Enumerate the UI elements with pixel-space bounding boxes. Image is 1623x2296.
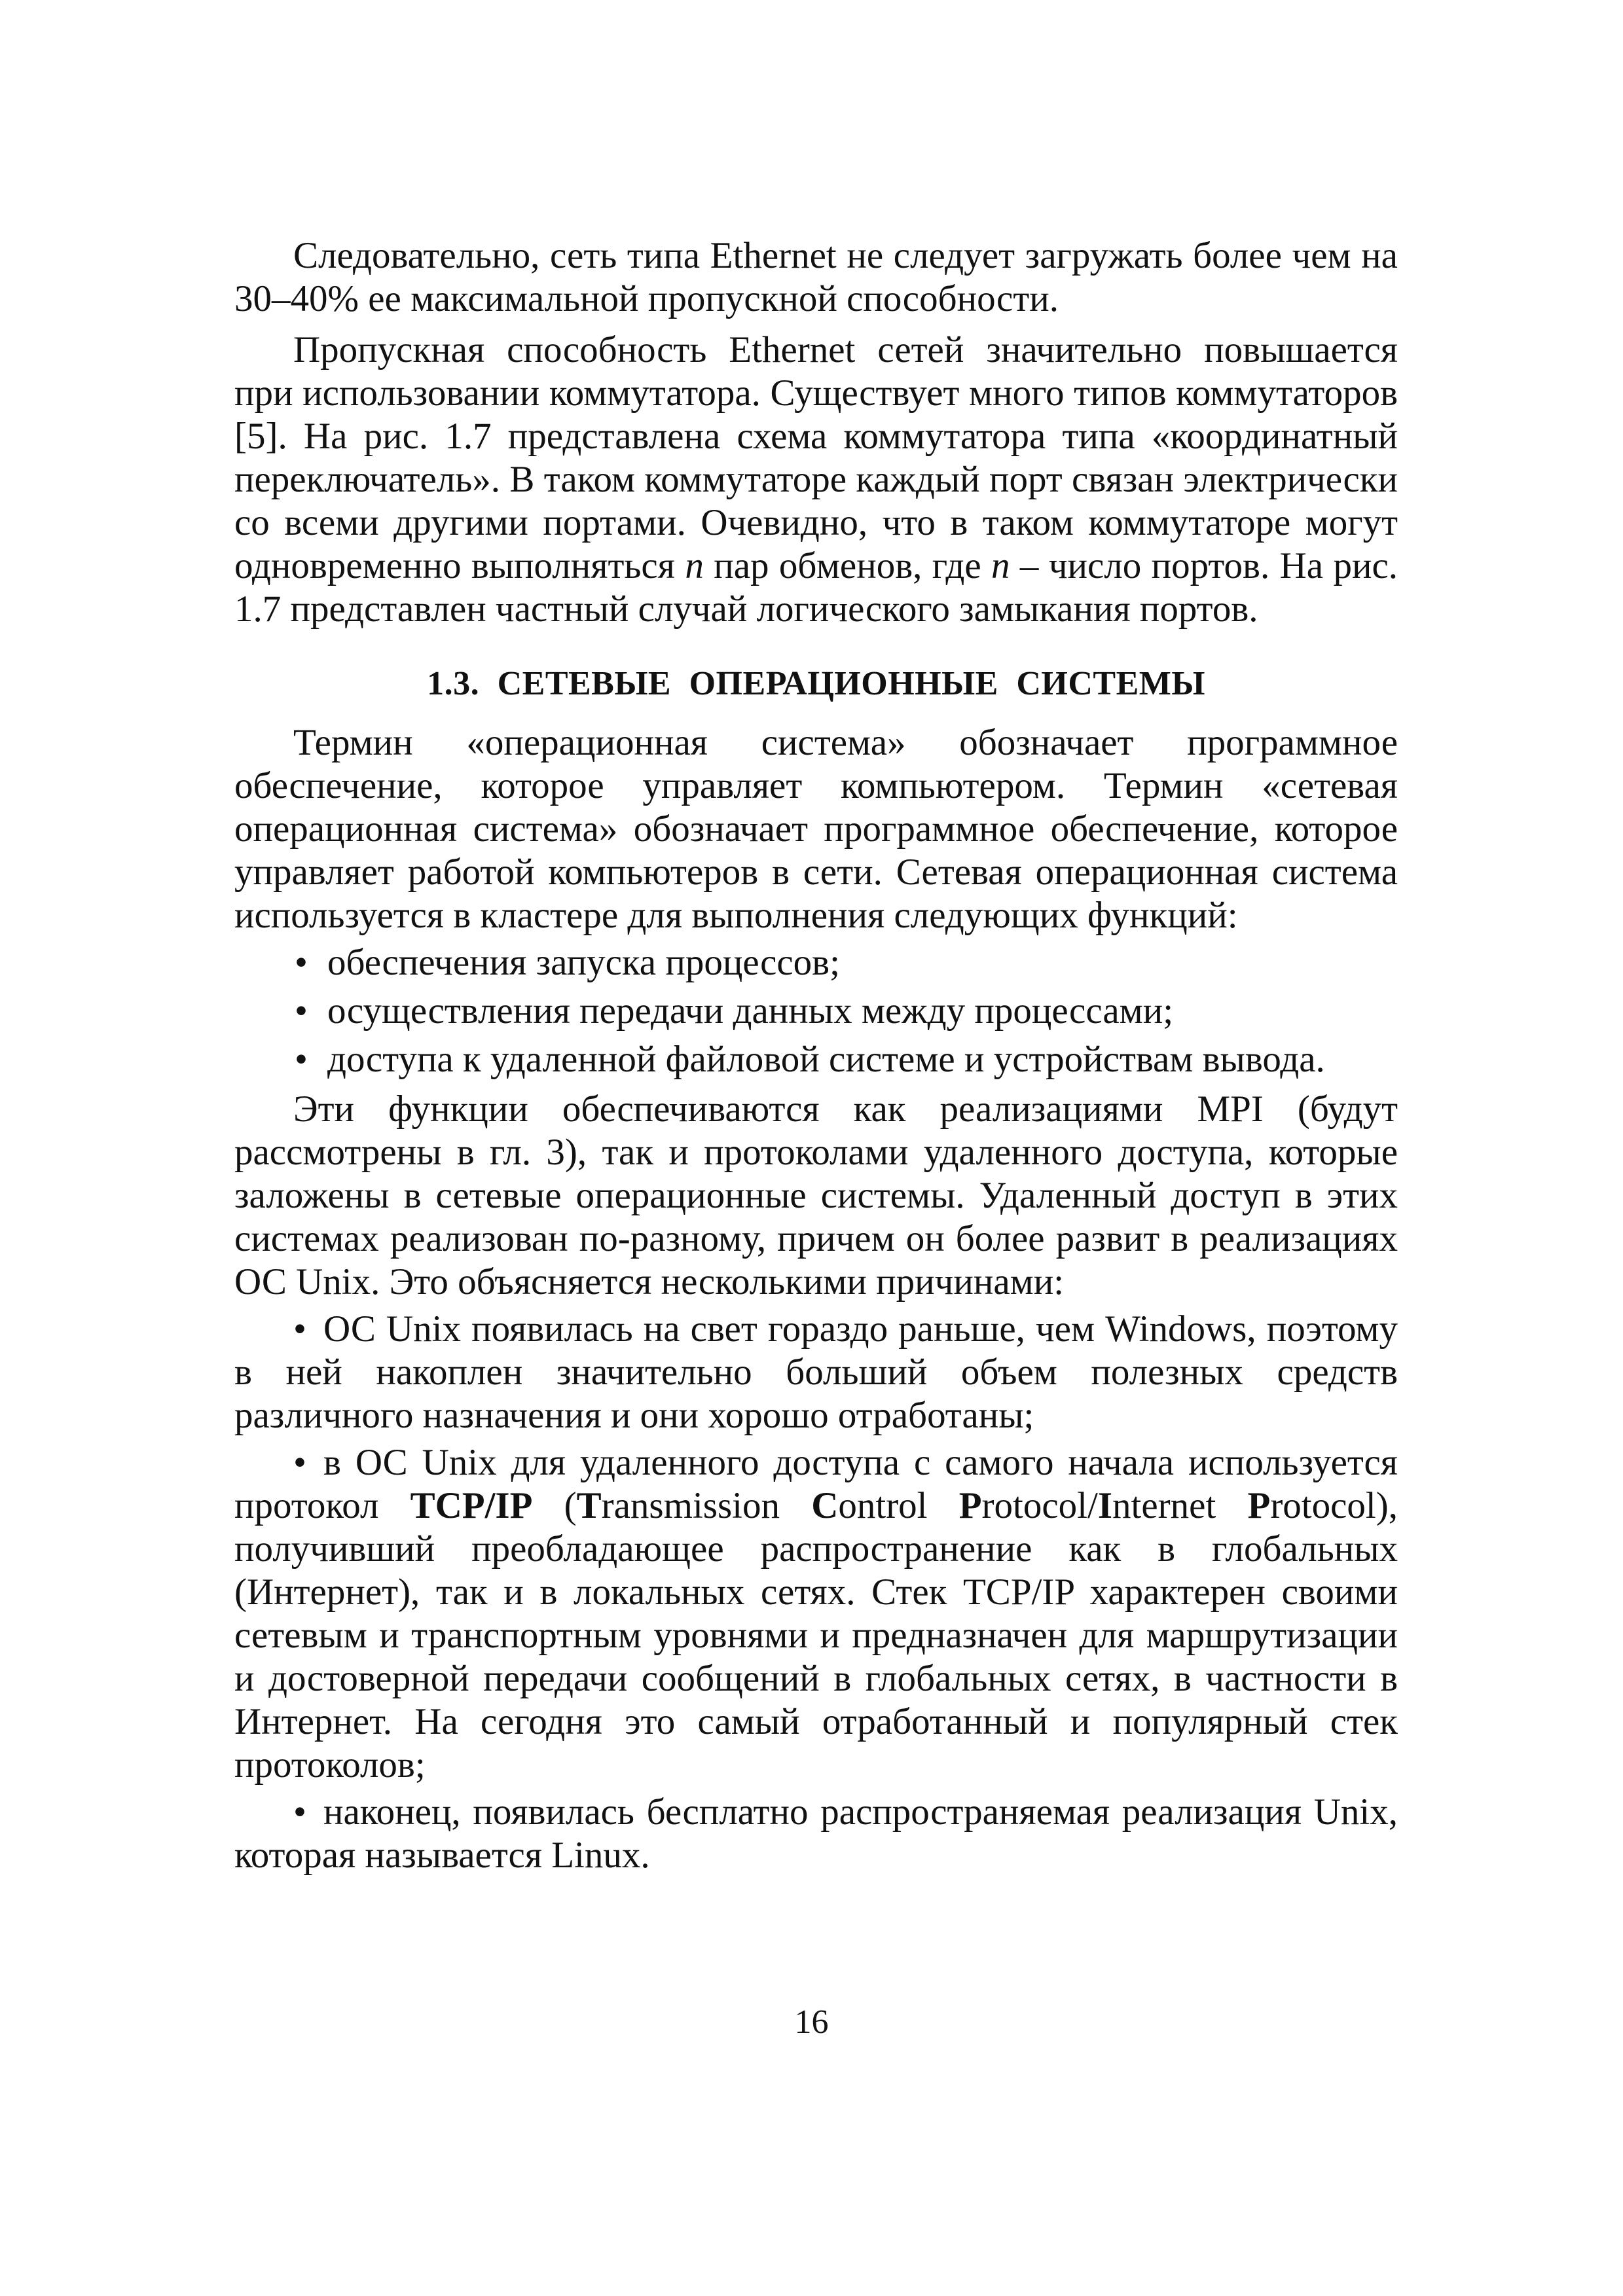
reason-unix-older <box>234 1308 1398 1437</box>
acronym-rest: rotocol/ <box>981 1485 1098 1526</box>
page-number: 16 <box>794 2003 829 2041</box>
bullet-icon: • <box>295 990 308 1031</box>
bullet-icon: • <box>293 1308 306 1350</box>
acronym-rest: ransmission <box>601 1485 812 1526</box>
list-item <box>234 990 1398 1033</box>
section-heading: 1.3. СЕТЕВЫЕ ОПЕРАЦИОННЫЕ СИСТЕМЫ <box>427 665 1205 702</box>
function-list <box>234 941 1398 1081</box>
paragraph-switch-end: – число портов. На рис. 1.7 представлен частный случай логического замыкания портов. <box>234 545 1398 630</box>
paragraph-ethernet-load: Следовательно, сеть типа Ethernet не следует загружать более чем на 30–40% ее максимальной пропускной способности. <box>234 235 1398 319</box>
paragraph-switch-text: Пропускная способность Ethernet сетей значительно повышается при использовании коммутатора. Существует много типов коммутаторов [5]. На рис. 1.7 представлена схема коммутатора типа «координатный переключатель». В таком коммутаторе каждый порт связан электрически со всеми другими портами. Очевидно, что в таком коммутаторе могут одновременно выполняться <box>234 329 1398 586</box>
reason-tcp-ip <box>234 1441 1398 1787</box>
list-item-text: осуществления передачи данных между процессами; <box>327 990 1174 1031</box>
paragraph-switch-throughput <box>234 329 1398 631</box>
acronym-letter: P <box>958 1485 982 1526</box>
term-tcp-ip: TCP/IP <box>410 1485 533 1526</box>
acronym-rest: nternet <box>1112 1485 1248 1526</box>
bullet-icon: • <box>293 1442 306 1483</box>
paragraph-os-definition: Термин «операционная система» обозначает программное обеспечение, которое управляет компьютером. Термин «сетевая операционная система» обозначает программное обеспечение, которое управляет работой компьютеров в сети. Сетевая операционная система используется в кластере для выполнения следующих функций: <box>234 722 1398 936</box>
variable-n: n <box>685 545 704 586</box>
reason-text-end: ), получивший преобладающее распространение как в глобальных (Интернет), так и в локальных сетях. Стек TCP/IP характерен своими сетевым и транспортным уровнями и предназначен для маршрутизации и достоверной передачи сообщений в глобальных сетях, в частности в Интернет. На сегодня это самый отработанный и популярный стек протоколов; <box>234 1485 1398 1785</box>
acronym-letter: T <box>576 1485 602 1526</box>
list-item-text: доступа к удаленной файловой системе и устройствам вывода. <box>327 1039 1325 1080</box>
list-item <box>234 1038 1398 1081</box>
paragraph-remote-access: Эти функции обеспечиваются как реализациями MPI (будут рассмотрены в гл. 3), так и протоколами удаленного доступа, которые заложены в сетевые операционные системы. Удаленный доступ в этих системах реализован по-разному, причем он более развит в реализациях ОС Unix. Это объясняется несколькими причинами: <box>234 1088 1398 1302</box>
page-body <box>234 234 1398 1881</box>
paragraph-switch-mid: пар обменов, где <box>703 545 992 586</box>
list-item-text: обеспечения запуска процессов; <box>327 942 840 983</box>
acronym-letter: P <box>1247 1485 1271 1526</box>
acronym-letter: C <box>811 1485 839 1526</box>
acronym-rest: rotocol <box>1270 1485 1376 1526</box>
bullet-icon: • <box>295 1039 308 1080</box>
bullet-icon: • <box>293 1791 306 1833</box>
list-item <box>234 941 1398 984</box>
variable-n: n <box>991 545 1010 586</box>
paren: ( <box>532 1485 577 1526</box>
acronym-letter: I <box>1097 1485 1113 1526</box>
reason-linux <box>234 1791 1398 1877</box>
bullet-icon: • <box>295 942 308 983</box>
reason-text: в ОС Unix для удаленного доступа с самого начала используется протокол <box>234 1442 1398 1526</box>
reason-text: наконец, появилась бесплатно распространяемая реализация Unix, которая называется Linux. <box>234 1791 1398 1876</box>
reason-text: ОС Unix появилась на свет гораздо раньше, чем Windows, поэтому в ней накоплен значительно больший объем полезных средств различного назначения и они хорошо отработаны; <box>234 1308 1398 1436</box>
acronym-rest: ontrol <box>838 1485 959 1526</box>
